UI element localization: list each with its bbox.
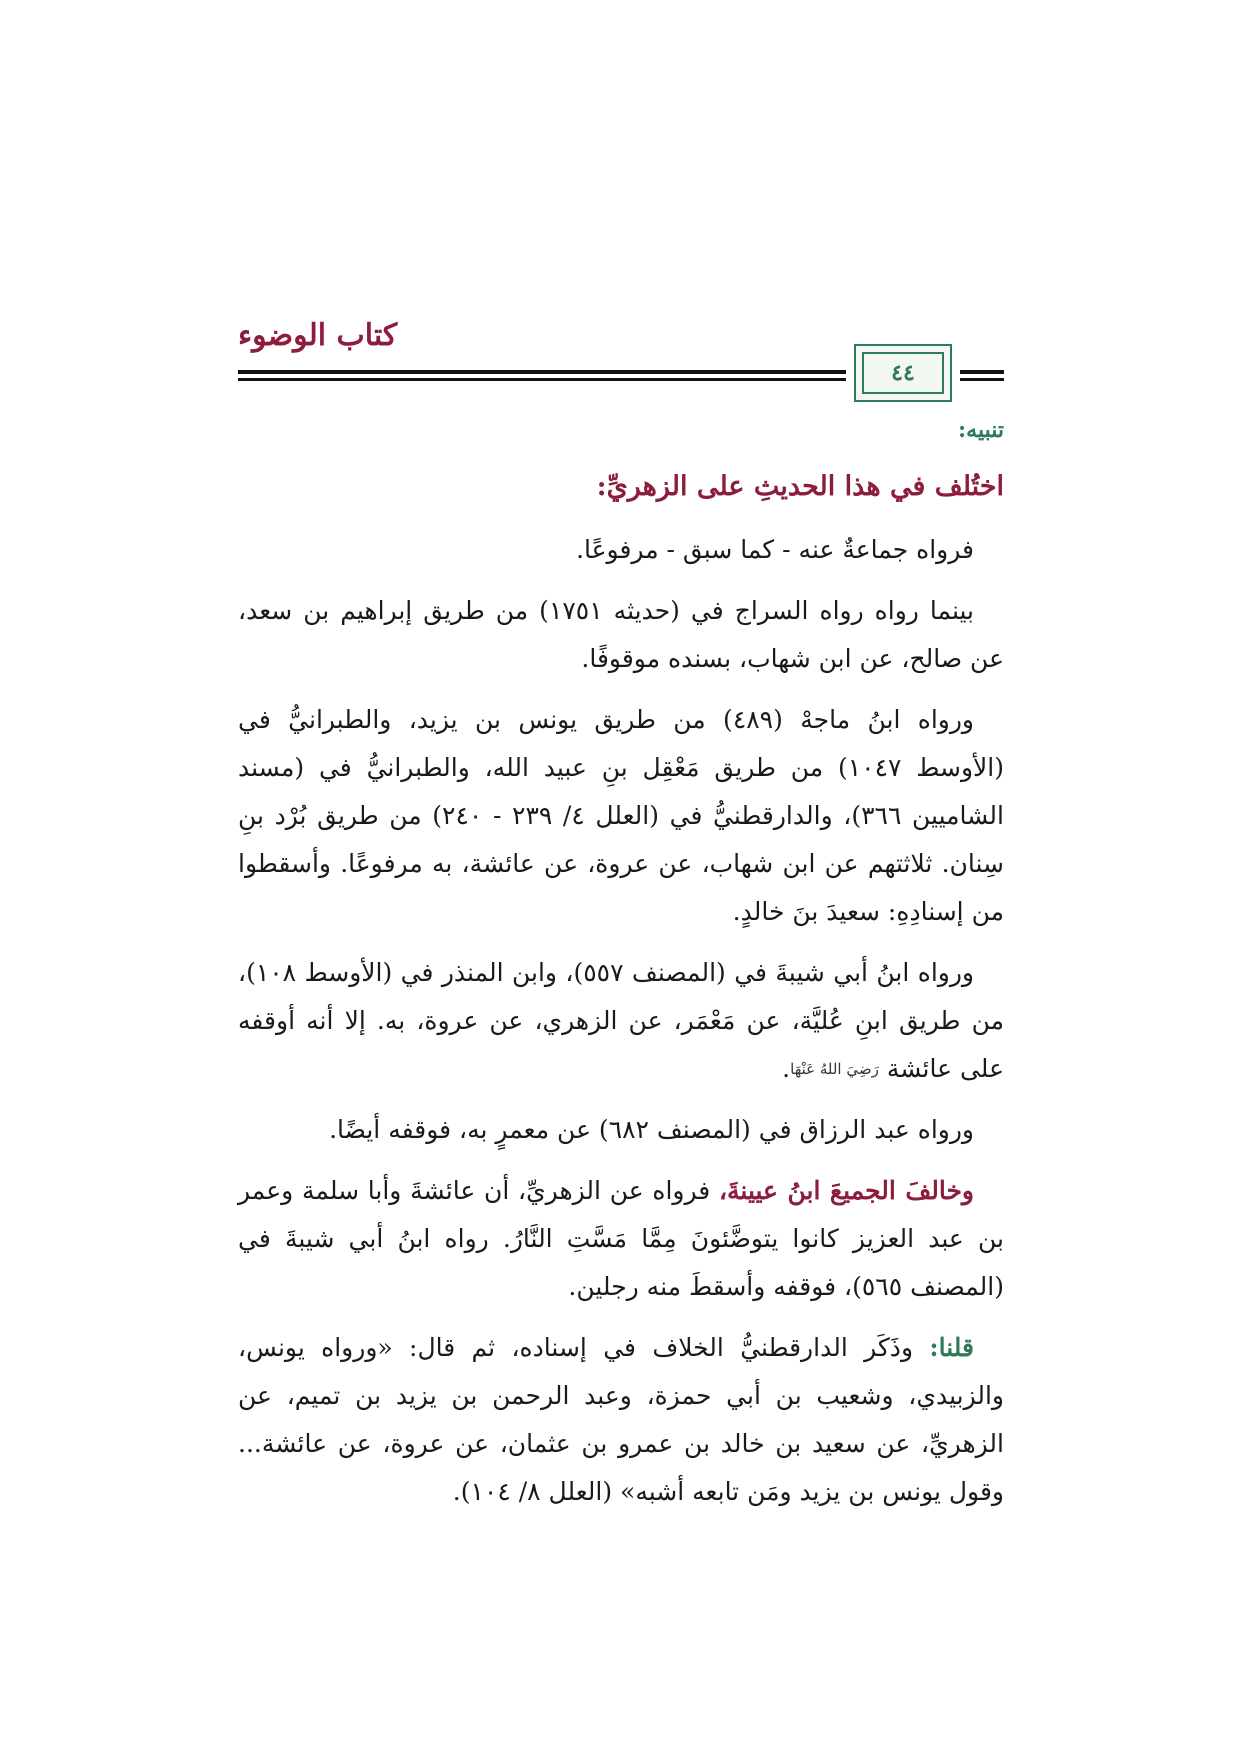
paragraph-6-text: فرواه عن الزهريِّ، أن عائشةَ وأبا سلمة وعمر بن عبد العزيز كانوا يتوضَّئونَ مِمَّا مَسَّتِ النَّارُ. رواه ابنُ أبي شيبةَ في (المصنف ٥٦٥)، فوقفه وأسقطَ منه رجلين. bbox=[238, 1176, 1004, 1301]
book-title: كتاب الوضوء bbox=[238, 318, 398, 353]
paragraph-6 bbox=[238, 1167, 1004, 1311]
paragraph-4 bbox=[238, 949, 1004, 1093]
page-body bbox=[238, 410, 1004, 1529]
note-label: تنبيه: bbox=[958, 417, 1004, 443]
paragraph-7-text: وذَكَر الدارقطنيُّ الخلاف في إسناده، ثم قال: «ورواه يونس، والزبيدي، وشعيب بن أبي حمزة، وعبد الرحمن بن يزيد بن تميم، عن الزهريِّ، عن سعيد بن خالد بن عمرو بن عثمان، عن عروة، عن عائشة... وقول يونس بن يزيد ومَن تابعه أشبه» (العلل ٨/ ١٠٤). bbox=[238, 1333, 1004, 1506]
paragraph-7-lead: قلنا: bbox=[929, 1333, 974, 1362]
page-number-badge bbox=[854, 344, 952, 402]
paragraph-1: فرواه جماعةٌ عنه - كما سبق - مرفوعًا. bbox=[576, 535, 974, 564]
paragraph-3: ورواه ابنُ ماجهْ (٤٨٩) من طريق يونس بن يزيد، والطبرانيُّ في (الأوسط ١٠٤٧) من طريق مَعْقِل بنِ عبيد الله، والطبرانيُّ في (مسند الشاميين ٣٦٦)، والدارقطنيُّ في (العلل ٤/ ٢٣٩ - ٢٤٠) من طريق بُرْد بنِ سِنان. ثلاثتهم عن ابن شهاب، عن عروة، عن عائشة، به مرفوعًا. وأسقطوا من إسنادِهِ: سعيدَ بنَ خالدٍ. bbox=[238, 705, 1005, 926]
honorific-glyph: رَضِيَ اللهُ عَنْهَا bbox=[790, 1060, 879, 1078]
paragraph-4-text: ورواه ابنُ أبي شيبةَ في (المصنف ٥٥٧)، وابن المنذر في (الأوسط ١٠٨)، من طريق ابنِ عُليَّة، عن مَعْمَر، عن الزهري، عن عروة، به. إلا أنه أوقفه على عائشة bbox=[238, 958, 1004, 1083]
page-number: ٤٤ bbox=[891, 360, 915, 386]
paragraph-6-lead: وخالفَ الجميعَ ابنُ عيينةَ، bbox=[718, 1176, 974, 1205]
paragraph-5: ورواه عبد الرزاق في (المصنف ٦٨٢) عن معمرٍ به، فوقفه أيضًا. bbox=[329, 1115, 974, 1144]
page-header bbox=[238, 318, 1004, 390]
paragraph-2: بينما رواه رواه السراج في (حديثه ١٧٥١) من طريق إبراهيم بن سعد، عن صالح، عن ابن شهاب، بسنده موقوفًا. bbox=[238, 596, 1004, 673]
paragraph-7 bbox=[238, 1324, 1004, 1516]
section-heading: اختُلف في هذا الحديثِ على الزهريِّ: bbox=[596, 471, 1004, 502]
paragraph-4-end: . bbox=[782, 1054, 791, 1083]
